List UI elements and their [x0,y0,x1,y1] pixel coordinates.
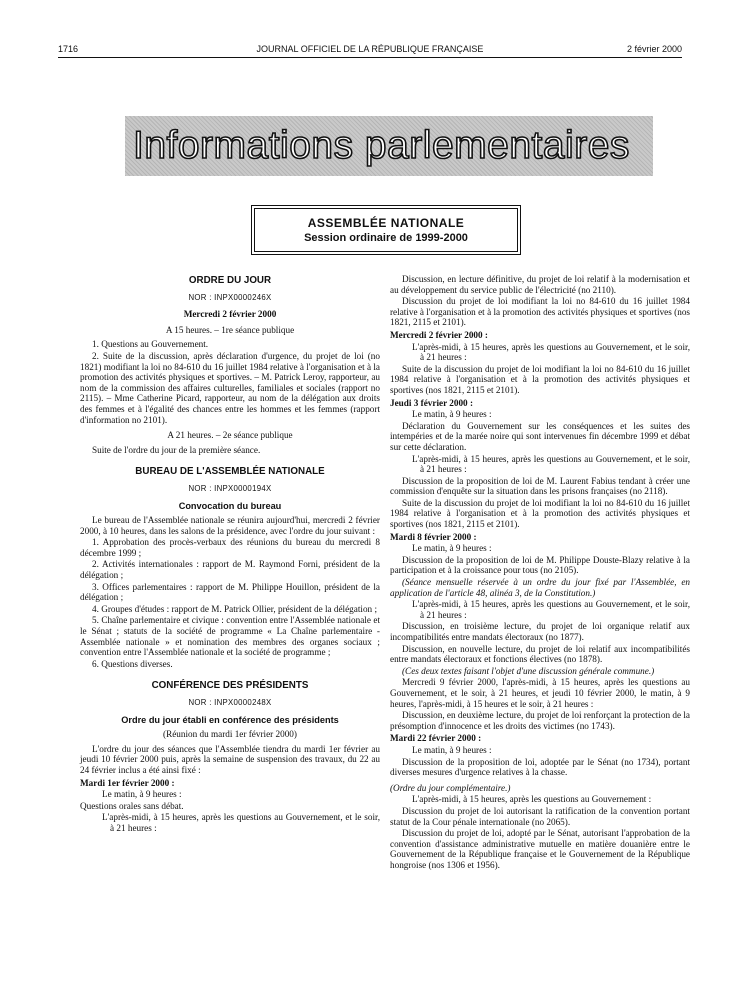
right-r23: Discussion du projet de loi autorisant la ratification de la convention portant statut de la Cour pénale internationale (no 2065). [390,805,690,827]
right-r10: Le matin, à 9 heures : [412,543,492,554]
convocation-title: Convocation du bureau [178,500,282,511]
conv-item3: 3. Offices parlementaires : rapport de M. Philippe Houillon, président de la délégation ; [80,581,380,603]
mardi1-oral: Questions orales sans débat. [80,800,184,811]
convocation-text: Le bureau de l'Assemblée nationale se réunira aujourd'hui, mercredi 2 février 2000, à 10 heures, dans les salons de la présidence, avec l'ordre du jour suivant : [80,515,380,536]
right-r22: L'après-midi, à 15 heures, après les questions au Gouvernement : [412,794,652,805]
right-r18: Discussion, en deuxième lecture, du projet de loi renforçant la protection de la présomption d'innocence et les droits des victimes (no 1743). [390,710,690,731]
right-r17: Mercredi 9 février 2000, l'après-midi, à 15 heures, après les questions au Gouvernement, et le soir, à 21 heures, et jeudi 10 février 2000, le matin, à 9 heures, l'après-midi, à 15 heures et le soir, à 21 heures : [390,677,690,709]
conference-subtitle: Ordre du jour établi en conférence des présidents [121,714,339,725]
right-r5: Le matin, à 9 heures : [412,409,492,420]
bureau-title: BUREAU DE L'ASSEMBLÉE NATIONALE [135,466,325,478]
mardi8-heading: Mardi 8 février 2000 : [390,531,477,542]
right-r15: Discussion, en nouvelle lecture, du projet de loi relatif aux incompatibilités entre mandats électoraux et fonctions électives (no 1878). [390,643,690,665]
page-number: 1716 [58,44,79,54]
right-r20: Discussion de la proposition de loi, adoptée par le Sénat (no 1734), portant diverses mesures d'urgence relatives à la chasse. [390,756,690,778]
right-r2: Discussion du projet de loi modifiant la loi no 84-610 du 16 juillet 1984 relative à l'organisation et à la promotion des activités physiques et sportives (nos 1821, 2115 et 2101). [390,296,690,328]
ordre-item1: 1. Questions au Gouvernement. [92,339,209,350]
right-r7: L'après-midi, à 15 heures, après les questions au Gouvernement, et le soir, à 21 heures : [412,453,690,475]
right-column [390,274,690,871]
right-r1: Discussion, en lecture définitive, du projet de loi relatif à la modernisation et au développement du service public de l'électricité (no 2110). [390,274,690,295]
ordre-continue: Suite de l'ordre du jour de la première séance. [92,444,261,455]
right-r14: Discussion, en troisième lecture, du projet de loi organique relatif aux incompatibilités entre mandats électoraux (no 1877). [390,621,690,642]
ordre-nor: NOR : INPX0000246X [188,292,272,302]
right-r24: Discussion du projet de loi, adopté par le Sénat, autorisant l'approbation de la convention d'assistance administrative mutuelle en matière douanière entre le Gouvernement de la République française et le Gouvernement de la République hongroise (nos 1306 et 1956). [390,828,690,870]
right-r6: Déclaration du Gouvernement sur les conséquences et les suites des intempéries et de la marée noire qui sont intervenues fin décembre 1999 et débat sur cette déclaration. [390,420,690,452]
right-r21: (Ordre du jour complémentaire.) [390,782,511,793]
mercredi2-heading: Mercredi 2 février 2000 : [390,329,488,340]
right-r16: (Ces deux textes faisant l'objet d'une discussion générale commune.) [402,665,655,676]
right-r4: Suite de la discussion du projet de loi modifiant la loi no 84-610 du 16 juillet 1984 relative à l'organisation et à la promotion des activités physiques et sportives (nos 1821, 2115 et 2101). [390,363,690,395]
session-label: Session ordinaire de 1999-2000 [304,232,468,244]
ordre-day: Mercredi 2 février 2000 [183,309,277,320]
right-r13: L'après-midi, à 15 heures, après les questions au Gouvernement, et le soir, à 21 heures : [412,599,690,620]
assembly-box [254,208,518,252]
assembly-name: ASSEMBLÉE NATIONALE [307,216,465,230]
conv-item5: 5. Chaîne parlementaire et civique : convention entre l'Assemblée nationale et le Sénat ; statuts de la société de programme « La Chaîne parlementaire - Assemblée nationale » et nomination des membres des organes sociaux ; convention entre l'Assemblée nationale et la société de programme ; [80,615,380,658]
ordre-sitting1: A 15 heures. – 1re séance publique [165,324,295,335]
right-r8: Discussion de la proposition de loi de M. Laurent Fabius tendant à créer une commission d'enquête sur la situation dans les prisons françaises (no 2118). [390,475,690,497]
right-r3: L'après-midi, à 15 heures, après les questions au Gouvernement, et le soir, à 21 heures : [412,341,690,363]
conference-nor: NOR : INPX0000248X [188,698,272,707]
mardi1-afternoon: L'après-midi, à 15 heures, après les questions au Gouvernement, et le soir, à 21 heures : [102,812,380,833]
conference-text: L'ordre du jour des séances que l'Assemblée tiendra du mardi 1er février au jeudi 10 février 2000 puis, après la semaine de suspension des travaux, du 22 au 24 février inclus a été ainsi fixé : [80,743,380,775]
conference-meeting: (Réunion du mardi 1er février 2000) [163,729,297,740]
journal-title: JOURNAL OFFICIEL DE LA RÉPUBLIQUE FRANÇAISE [256,44,484,54]
jeudi3-heading: Jeudi 3 février 2000 : [390,397,474,408]
left-column [80,274,380,835]
header-rule [58,57,682,58]
conv-item1: 1. Approbation des procès-verbaux des réunions du bureau du mercredi 8 décembre 1999 ; [80,537,380,558]
conference-title: CONFÉRENCE DES PRÉSIDENTS [151,680,309,692]
issue-date: 2 février 2000 [626,44,682,54]
conv-item4: 4. Groupes d'études : rapport de M. Patrick Ollier, président de la délégation ; [92,603,378,614]
ordre-title: ORDRE DU JOUR [188,275,272,286]
ordre-sitting2: A 21 heures. – 2e séance publique [167,430,293,441]
ordre-item2: 2. Suite de la discussion, après déclaration d'urgence, du projet de loi (no 1821) modifiant la loi no 84-610 du 16 juillet 1984 relative à l'organisation et à la promotion des activités physiques et sportives. – M. Patrick Leroy, rapporteur, au nom de la commission des affaires culturelles, familiales et sociales (rapport no 2115). – Mme Catherine Picard, rapporteur, au nom de la délégation aux droits des femmes et à l'égalité des chances entre les hommes et les femmes (rapport d'information no 2101). [80,350,380,425]
mardi22-heading: Mardi 22 février 2000 : [390,733,482,744]
right-r9: Suite de la discussion du projet de loi modifiant la loi no 84-610 du 16 juillet 1984 relative à l'organisation et à la promotion des activités physiques et sportives (nos 1821, 2115 et 2101). [390,497,690,530]
right-r19: Le matin, à 9 heures : [412,744,492,755]
conv-item2: 2. Activités internationales : rapport de M. Raymond Forni, président de la délégation ; [80,559,380,581]
banner-title: Informations parlementaires [133,124,630,167]
right-r11: Discussion de la proposition de loi de M. Philippe Douste-Blazy relative à la participation et à la croissance pour tous (no 2105). [390,554,690,576]
bureau-nor: NOR : INPX0000194X [188,483,272,493]
page-header [58,44,682,58]
mardi1-heading: Mardi 1er février 2000 : [80,777,175,788]
conv-item6: 6. Questions diverses. [92,658,173,669]
right-r12: (Séance mensuelle réservée à un ordre du jour fixé par l'Assemblée, en application de l'article 48, alinéa 3, de la Constitution.) [390,577,690,598]
mardi1-morning: Le matin, à 9 heures : [102,789,182,800]
